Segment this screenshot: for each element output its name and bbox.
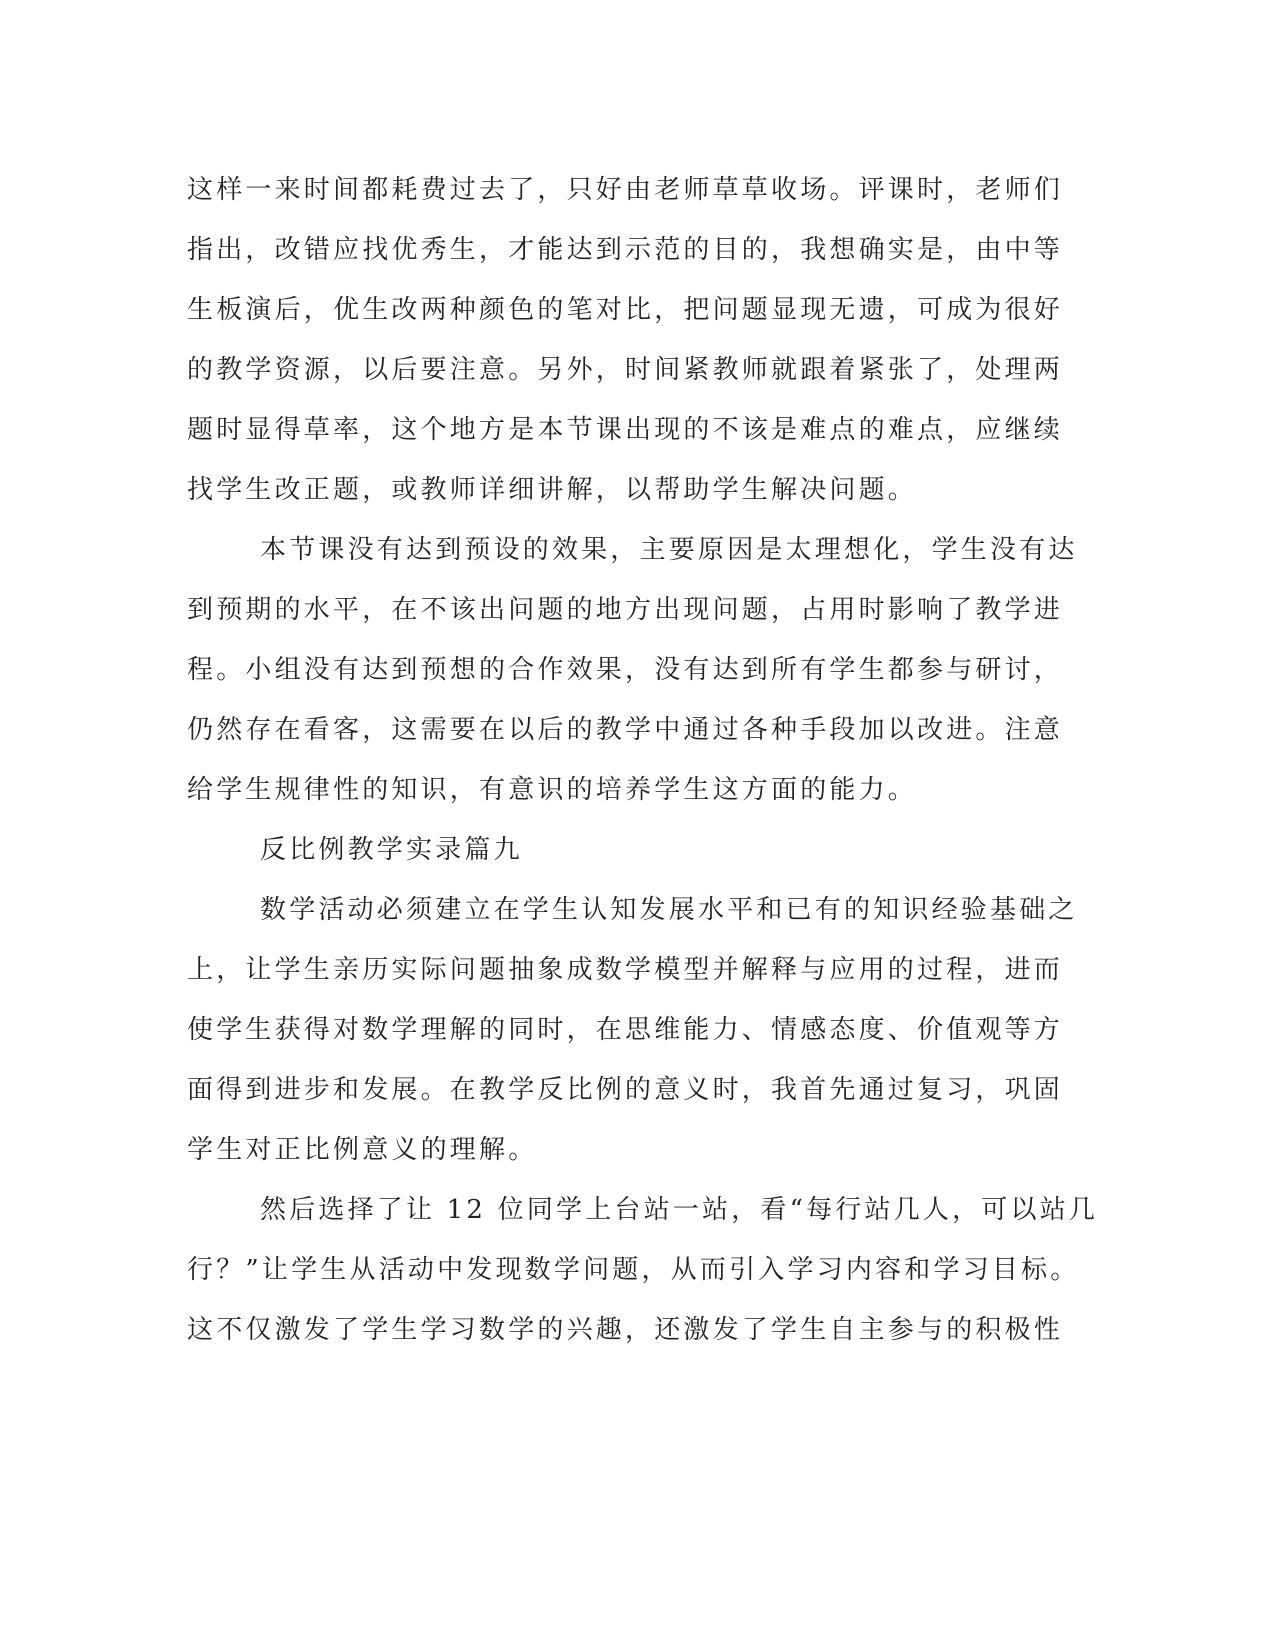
text-line: 生板演后，优生改两种颜色的笔对比，把问题显现无遗，可成为很好: [187, 295, 1064, 325]
text-line: 到预期的水平，在不该出问题的地方出现问题，占用时影响了教学进: [187, 595, 1064, 625]
text-line: 的教学资源，以后要注意。另外，时间紧教师就跟着紧张了，处理两: [187, 355, 1064, 385]
text-line: 程。小组没有达到预想的合作效果，没有达到所有学生都参与研讨，: [187, 655, 1064, 685]
text-line: 本节课没有达到预设的效果，主要原因是太理想化，学生没有达: [260, 535, 1078, 565]
text-line: 题时显得草率，这个地方是本节课出现的不该是难点的难点，应继续: [187, 415, 1064, 445]
text-line: 行？”让学生从活动中发现数学问题，从而引入学习内容和学习目标。: [187, 1255, 1080, 1285]
text-line: 这样一来时间都耗费过去了，只好由老师草草收场。评课时，老师们: [187, 175, 1064, 205]
text-line: 找学生改正题，或教师详细讲解，以帮助学生解决问题。: [187, 475, 918, 505]
text-line: 面得到进步和发展。在教学反比例的意义时，我首先通过复习，巩固: [187, 1075, 1064, 1105]
text-line: 数学活动必须建立在学生认知发展水平和已有的知识经验基础之: [260, 895, 1078, 925]
text-line: 使学生获得对数学理解的同时，在思维能力、情感态度、价值观等方: [187, 1015, 1064, 1045]
text-line: 然后选择了让 12 位同学上台站一站，看“每行站几人，可以站几: [260, 1195, 1099, 1225]
text-line: 上，让学生亲历实际问题抽象成数学模型并解释与应用的过程，进而: [187, 955, 1064, 985]
body-text: [187, 160, 1099, 1360]
section-heading: 反比例教学实录篇九: [260, 835, 523, 865]
text-line: 仍然存在看客，这需要在以后的教学中通过各种手段加以改进。注意: [187, 715, 1064, 745]
text-line: 这不仅激发了学生学习数学的兴趣，还激发了学生自主参与的积极性: [187, 1315, 1064, 1345]
text-line: 学生对正比例意义的理解。: [187, 1135, 538, 1165]
text-line: 给学生规律性的知识，有意识的培养学生这方面的能力。: [187, 775, 918, 805]
text-line: 指出，改错应找优秀生，才能达到示范的目的，我想确实是，由中等: [187, 235, 1064, 265]
